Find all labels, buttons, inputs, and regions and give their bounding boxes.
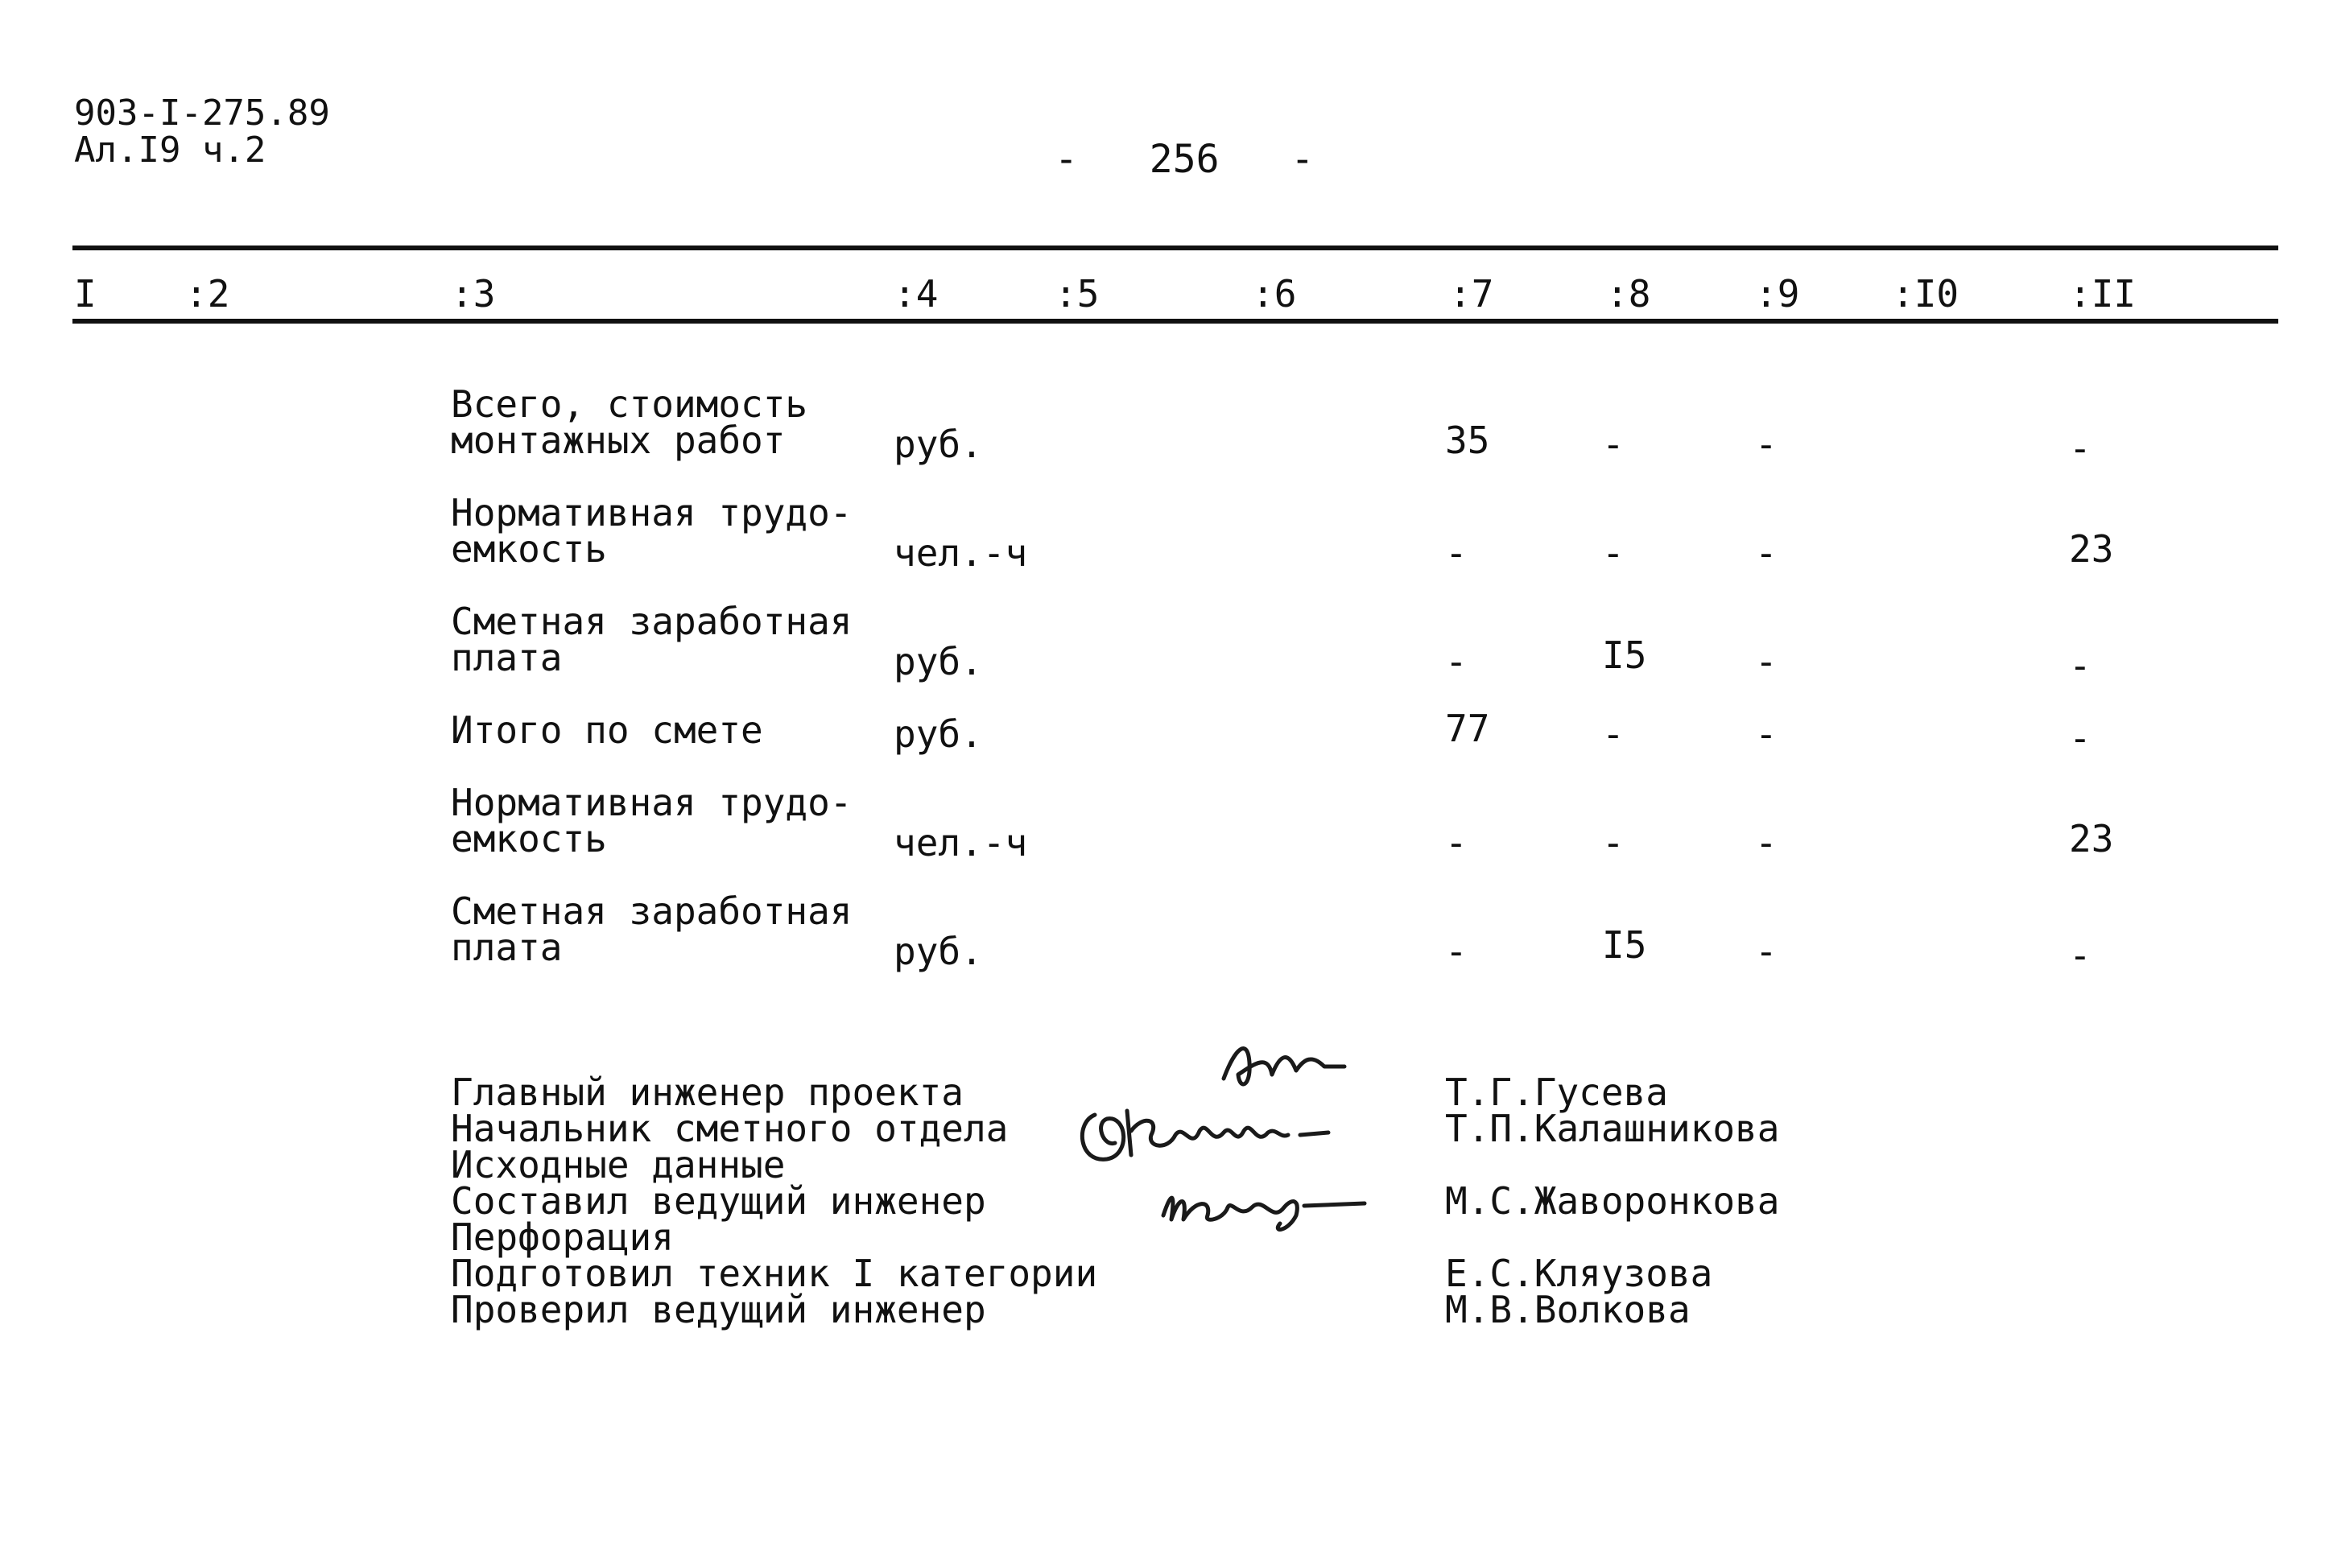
cell-col9: - <box>1755 531 1778 575</box>
handwritten-signature-2 <box>1071 1083 1344 1171</box>
signature-role: Подготовил техник I категории <box>451 1252 1098 1295</box>
cell-col11: - <box>2069 644 2092 687</box>
table-top-rule <box>72 246 2278 250</box>
row-unit: руб. <box>894 640 983 683</box>
column-header: :2 <box>185 272 230 316</box>
row-label: Сметная заработная плата <box>451 600 853 679</box>
signature-role: Начальник сметного отдела <box>451 1107 1009 1150</box>
table-header-rule <box>72 319 2278 324</box>
cell-col11: 23 <box>2069 527 2114 571</box>
cell-col9: - <box>1755 821 1778 864</box>
column-header: :8 <box>1606 272 1651 316</box>
cell-col7: - <box>1445 930 1468 973</box>
cell-col7: 77 <box>1445 707 1490 750</box>
cell-col9: - <box>1755 640 1778 683</box>
cell-col7: - <box>1445 531 1468 575</box>
page-number: - 256 - <box>1055 137 1315 182</box>
signature-role: Составил ведущий инженер <box>451 1179 986 1223</box>
column-header: I <box>74 272 97 316</box>
cell-col8: I5 <box>1602 633 1647 677</box>
row-unit: чел.-ч <box>894 821 1028 864</box>
row-label: Нормативная трудо- емкость <box>451 781 853 860</box>
cell-col11: 23 <box>2069 817 2114 860</box>
cell-col9: - <box>1755 930 1778 973</box>
column-header: :9 <box>1755 272 1800 316</box>
row-label: Итого по смете <box>451 708 763 752</box>
handwritten-signature-3 <box>1151 1175 1377 1240</box>
row-label: Нормативная трудо- емкость <box>451 491 853 571</box>
signature-name: М.В.Волкова <box>1445 1288 1691 1331</box>
document-code: 903-I-275.89 <box>74 93 330 134</box>
row-label: Сметная заработная плата <box>451 889 853 969</box>
cell-col7: - <box>1445 640 1468 683</box>
cell-col8: - <box>1602 712 1625 756</box>
cell-col9: - <box>1755 423 1778 466</box>
cell-col11: - <box>2069 716 2092 760</box>
signature-name: Т.Г.Гусева <box>1445 1071 1668 1114</box>
signature-name: М.С.Жаворонкова <box>1445 1179 1780 1223</box>
signature-name: Е.С.Кляузова <box>1445 1252 1713 1295</box>
column-header: :5 <box>1055 272 1100 316</box>
cell-col8: - <box>1602 821 1625 864</box>
cell-col8: I5 <box>1602 923 1647 967</box>
column-header: :4 <box>894 272 939 316</box>
row-unit: руб. <box>894 930 983 973</box>
cell-col7: 35 <box>1445 419 1490 462</box>
column-header: :7 <box>1449 272 1494 316</box>
signature-role: Проверил ведущий инженер <box>451 1288 986 1331</box>
signature-role: Перфорация <box>451 1215 674 1259</box>
signature-role: Исходные данные <box>451 1143 786 1186</box>
column-header: :II <box>2069 272 2137 316</box>
row-label: Всего, стоимость монтажных работ <box>451 382 808 462</box>
column-header: :I0 <box>1892 272 1959 316</box>
column-header: :3 <box>451 272 496 316</box>
column-header: :6 <box>1252 272 1297 316</box>
cell-col11: - <box>2069 934 2092 977</box>
cell-col8: - <box>1602 531 1625 575</box>
signature-name: Т.П.Калашникова <box>1445 1107 1780 1150</box>
cell-col11: - <box>2069 427 2092 470</box>
row-unit: руб. <box>894 712 983 756</box>
sheet-reference: Ал.I9 ч.2 <box>74 130 266 171</box>
row-unit: руб. <box>894 423 983 466</box>
cell-col7: - <box>1445 821 1468 864</box>
signature-role: Главный инженер проекта <box>451 1071 964 1114</box>
cell-col8: - <box>1602 423 1625 466</box>
cell-col9: - <box>1755 712 1778 756</box>
row-unit: чел.-ч <box>894 531 1028 575</box>
